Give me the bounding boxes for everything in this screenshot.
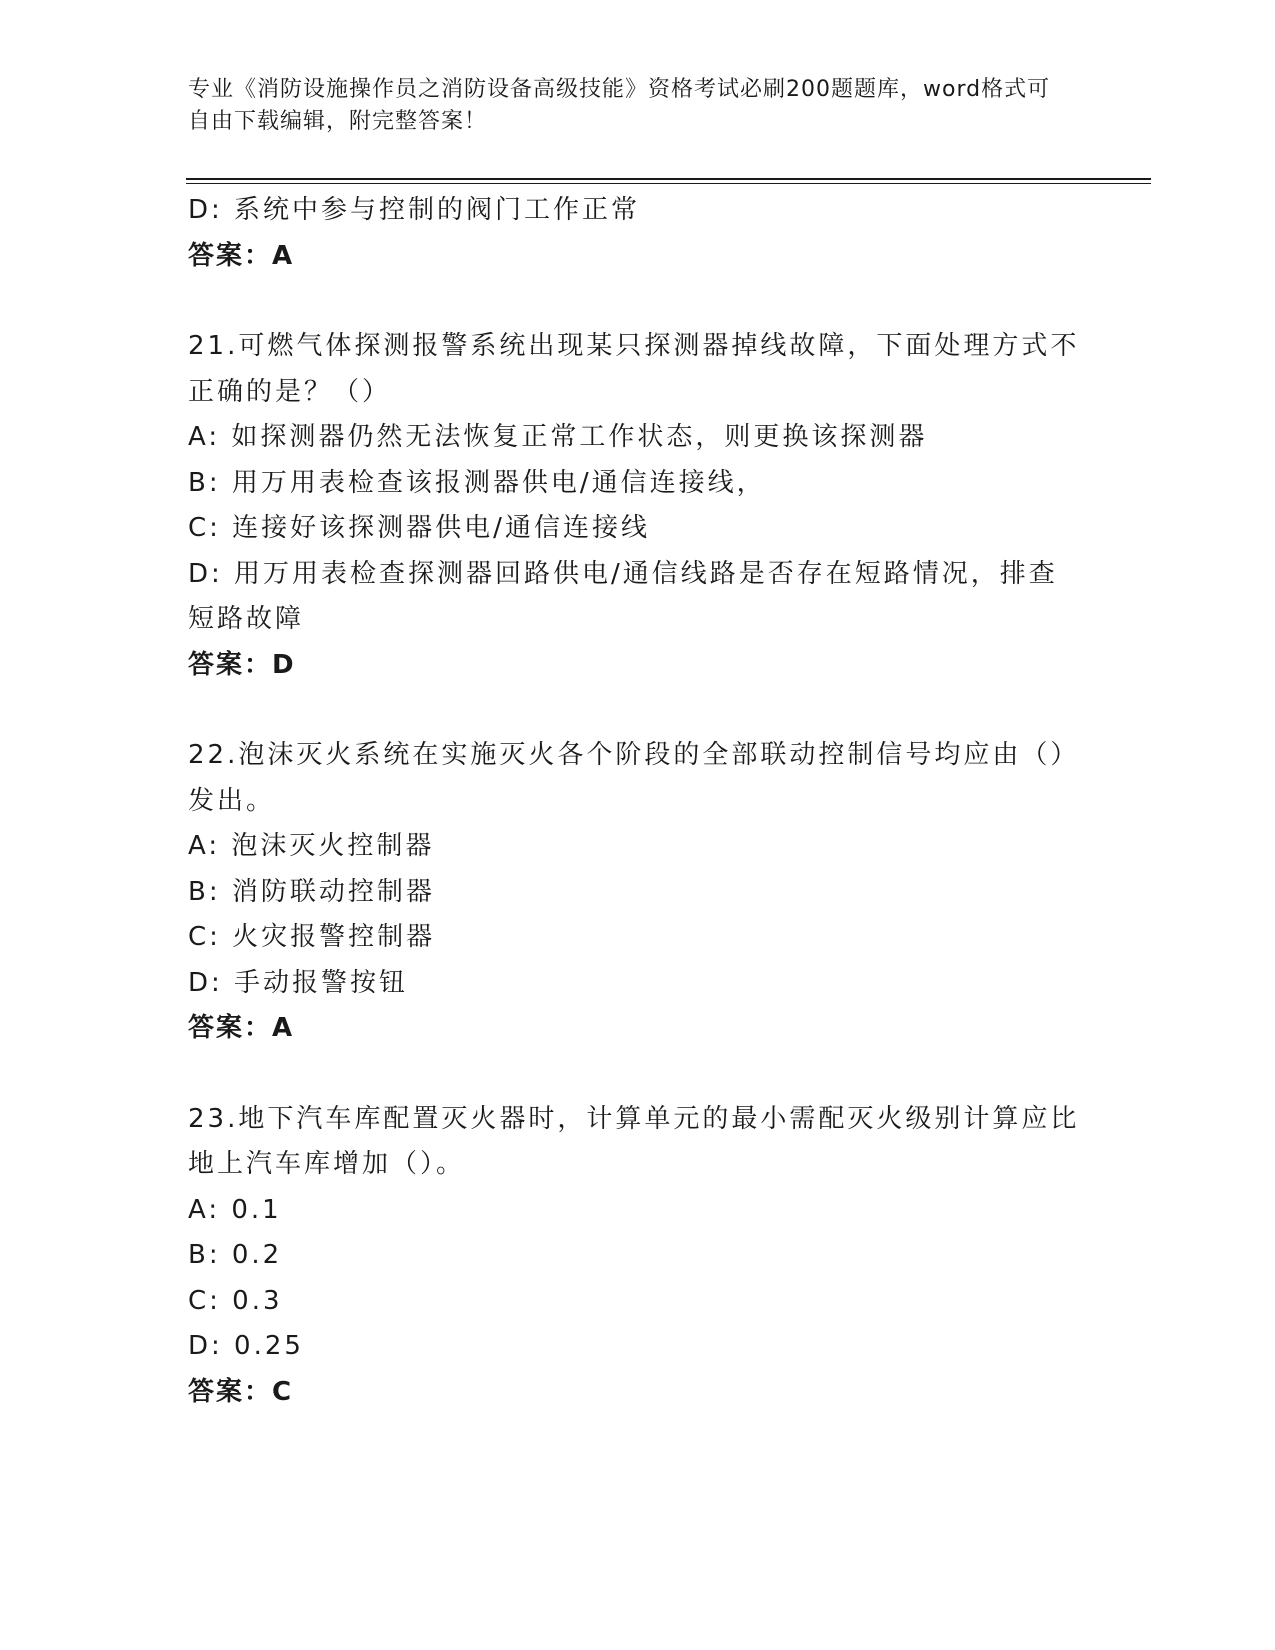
option-a: A: 泡沫灭火控制器 <box>188 831 435 861</box>
question-text-continued: 发出。 <box>188 785 276 816</box>
option-d: D: 用万用表检查探测器回路供电/通信线路是否存在短路情况，排查 <box>188 558 1058 589</box>
question-text: 21.可燃气体探测报警系统出现某只探测器掉线故障，下面处理方式不 <box>188 331 1080 361</box>
answer-label: 答案：A <box>188 1013 295 1043</box>
question-text-continued: 正确的是？（） <box>188 376 392 407</box>
option-c: C: 连接好该探测器供电/通信连接线 <box>188 513 650 543</box>
option-a: A: 如探测器仍然无法恢复正常工作状态，则更换该探测器 <box>188 422 928 452</box>
option-b: B: 用万用表检查该报测器供电/通信连接线， <box>188 467 766 498</box>
header-rule-thin <box>186 183 1151 184</box>
option-d: D: 系统中参与控制的阀门工作正常 <box>188 195 641 225</box>
option-b: B: 消防联动控制器 <box>188 876 435 907</box>
previous-question-tail <box>188 188 1068 279</box>
question-content <box>188 188 1080 1415</box>
option-d-continued: 短路故障 <box>188 604 305 634</box>
option-c: C: 火灾报警控制器 <box>188 922 436 952</box>
spacer <box>188 688 1068 733</box>
question-22 <box>188 733 1080 1052</box>
option-d: D: 手动报警按钮 <box>188 967 409 998</box>
document-header-title: 专业《消防设施操作员之消防设备高级技能》资格考试必刷200题题库，word格式可自由下载编辑，附完整答案！ <box>188 77 1051 134</box>
question-23 <box>188 1097 1080 1416</box>
option-d: D: 0.25 <box>188 1331 304 1361</box>
answer-label: 答案：A <box>188 240 295 271</box>
answer-label: 答案：C <box>188 1376 294 1407</box>
option-c: C: 0.3 <box>188 1285 283 1316</box>
question-21 <box>188 324 1080 688</box>
question-text-continued: 地上汽车库增加（）。 <box>188 1149 466 1179</box>
option-a: A: 0.1 <box>188 1194 282 1225</box>
question-text: 23.地下汽车库配置灭火器时，计算单元的最小需配灭火级别计算应比 <box>188 1103 1080 1134</box>
spacer <box>188 1052 1068 1097</box>
question-text: 22.泡沫灭火系统在实施灭火各个阶段的全部联动控制信号均应由（） <box>188 740 1080 770</box>
header-rule-thick <box>186 178 1151 180</box>
option-b: B: 0.2 <box>188 1240 283 1270</box>
spacer <box>188 279 1068 324</box>
answer-label: 答案：D <box>188 649 296 680</box>
